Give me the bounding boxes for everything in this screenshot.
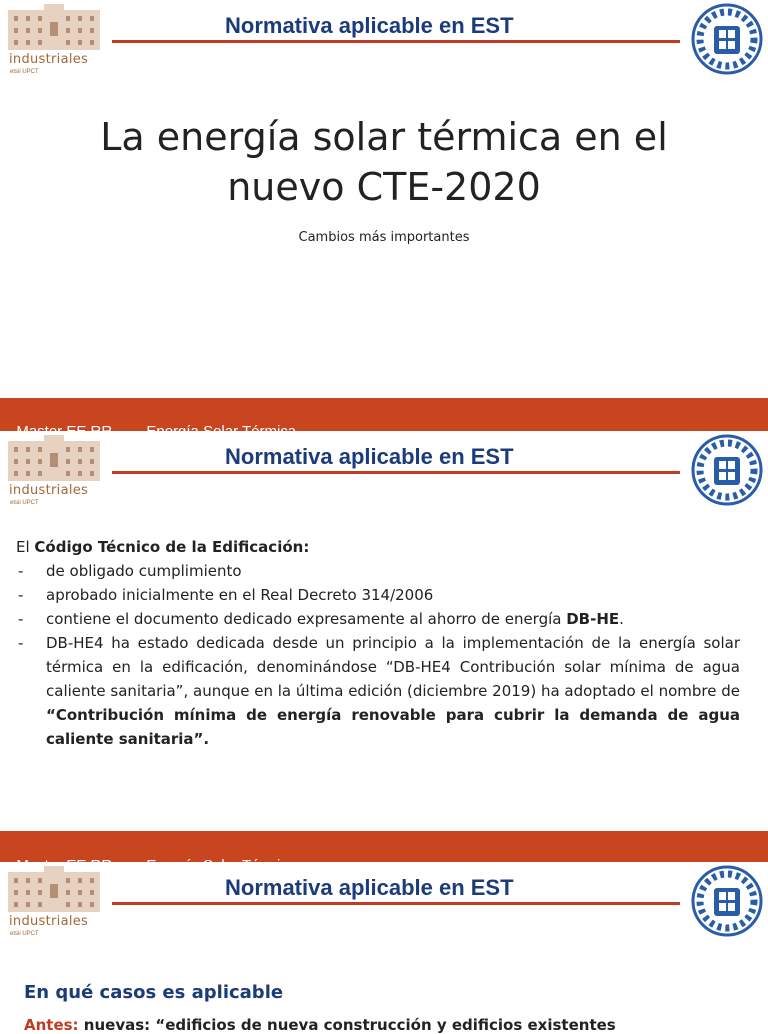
school-building-logo [8,435,100,481]
slide-1 [0,0,768,398]
line-text: nuevas: “edificios de nueva construcción y edificios existentes [78,1016,616,1034]
bullet-list [16,559,740,751]
logo-text: industriales [9,52,89,67]
intro-prefix: El [16,538,35,556]
footer-bar [0,398,768,431]
header-title: Normativa aplicable en EST [225,13,514,38]
list-item: - aprobado inicialmente en el Real Decreto 314/2006 [16,583,740,607]
intro-line [16,535,740,559]
slide-subtitle: Cambios más importantes [298,230,470,245]
intro-bold: Código Técnico de la Edificación: [34,538,310,556]
slide-body [16,535,740,751]
logo-text: industriales [9,483,89,498]
header-title: Normativa aplicable en EST [225,875,514,900]
school-building-logo [8,866,100,912]
university-crest-icon [691,865,763,937]
header-title: Normativa aplicable en EST [225,444,514,469]
section-heading: En qué casos es aplicable [24,982,284,1003]
slide-title-line-1: La energía solar térmica en el [100,115,668,159]
header-rule [112,902,680,905]
header-rule [112,471,680,474]
slide-2 [0,431,768,809]
logo-subtext: etsii UPCT [10,69,39,75]
school-building-logo [8,4,100,50]
header-rule [112,40,680,43]
university-crest-icon [691,434,763,506]
university-crest-icon [691,3,763,75]
list-item: - de obligado cumplimiento [16,559,740,583]
logo-text: industriales [9,914,89,929]
slide-3 [0,862,768,1034]
footer-bar [0,809,768,862]
slide-title [0,112,768,212]
cut-off-line [24,1016,616,1034]
list-item: - contiene el documento dedicado expresamente al ahorro de energía DB-HE. [16,607,740,631]
logo-subtext: etsii UPCT [10,500,39,506]
slide-title-line-2: nuevo CTE-2020 [227,165,541,209]
highlight-label: Antes: [24,1016,79,1034]
logo-subtext: etsii UPCT [10,931,39,937]
list-item: - DB-HE4 ha estado dedicada desde un principio a la implementación de la energía solar térmica en la edificación, denominándose “DB-HE4 Contribución solar mínima de agua caliente sanitaria”, aunque en la última edición (diciembre 2019) ha adoptado el nombre de “Contribución mínima de energía renovable para cubrir la demanda de agua caliente sanitaria”. [16,631,740,751]
